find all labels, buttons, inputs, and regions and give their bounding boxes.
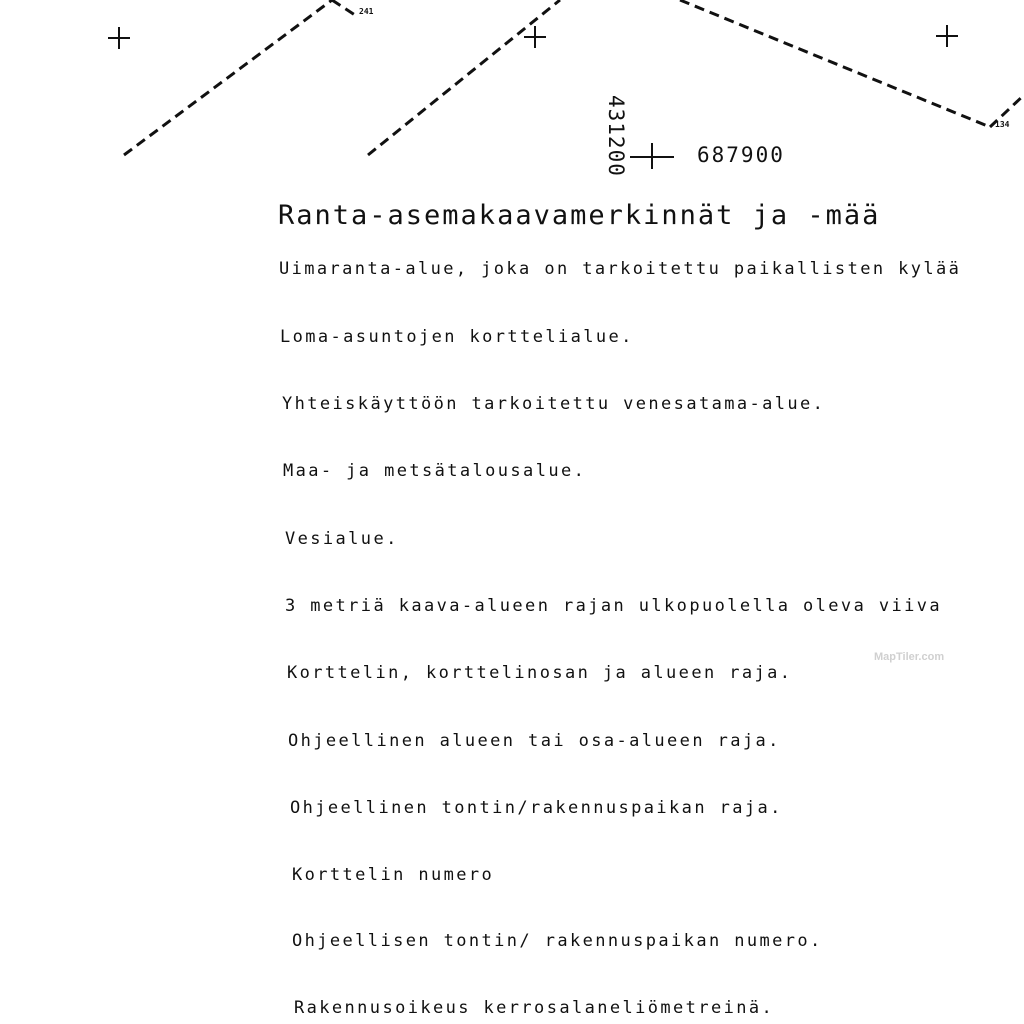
easting-label: 687900: [697, 143, 785, 167]
legend-title: Ranta-asemakaavamerkinnät ja -mää: [278, 200, 881, 231]
legend-item-block-number: Korttelin numero: [292, 865, 495, 885]
legend-item-block-boundary: Korttelin, korttelinosan ja alueen raja.: [287, 663, 793, 683]
legend-item-plot-boundary: Ohjeellinen tontin/rakennuspaikan raja.: [290, 798, 783, 818]
boundary-line: [124, 0, 332, 155]
legend-item-plan-boundary-line: 3 metriä kaava-alueen rajan ulkopuolella oleva viiva: [285, 596, 943, 616]
boundary-line: [680, 0, 990, 127]
legend-item-subarea-boundary: Ohjeellinen alueen tai osa-alueen raja.: [288, 731, 781, 751]
point-label: 134: [995, 120, 1010, 129]
attribution-watermark: MapTiler.com: [874, 651, 945, 663]
legend-item-swimming-beach: Uimaranta-alue, joka on tarkoitettu paikallisten kylää: [279, 259, 962, 279]
northing-label: 431200: [604, 95, 628, 177]
legend-item-boat-harbour: Yhteiskäyttöön tarkoitettu venesatama-alue.: [282, 394, 826, 414]
legend-item-agriculture-forestry: Maa- ja metsätalousalue.: [283, 461, 587, 481]
boundary-line: [332, 0, 355, 15]
legend-item-holiday-housing: Loma-asuntojen korttelialue.: [280, 327, 634, 347]
point-label: 241: [359, 7, 374, 16]
legend-item-building-right: Rakennusoikeus kerrosalaneliömetreinä.: [294, 998, 775, 1018]
legend-item-plot-number: Ohjeellisen tontin/ rakennuspaikan numero.: [292, 931, 823, 951]
boundary-line: [368, 0, 560, 155]
legend-item-water-area: Vesialue.: [285, 529, 399, 549]
